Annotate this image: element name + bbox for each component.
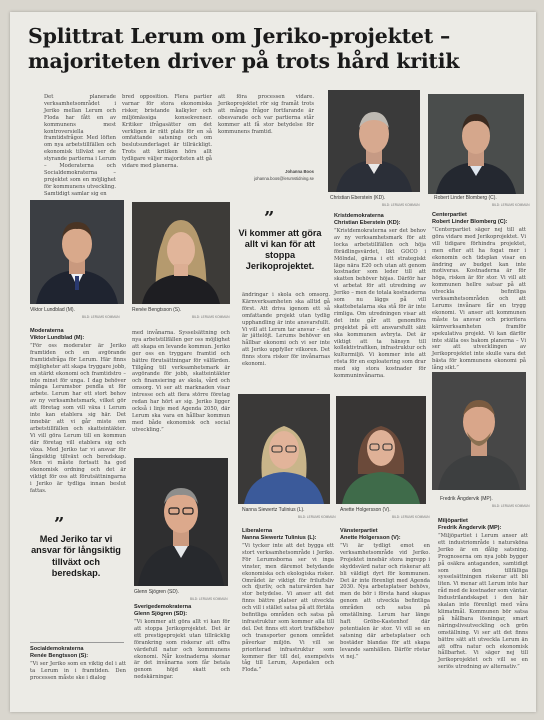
quote-mark-left: ” xyxy=(54,514,65,535)
credit-bengtsson: BILD: LERUMS KOMMUN xyxy=(192,315,230,319)
portrait-image xyxy=(432,372,526,490)
divider-s xyxy=(30,642,124,643)
credit-tulinius: BILD: LERUMS KOMMUN xyxy=(298,515,336,519)
credit-angdervik: BILD: LERUMS KOMMUN xyxy=(492,504,530,508)
statement-m: ”För oss moderater är Jeriko framtiden och en avgörande framtidsfråga för Lerum. Här finns möjligheter att skapa tryggare jobb, en stärkt ekonomi och framtidstro – inte minst för unga. I dag behöver många Lerumsbor pendla ut för arbete. Lerum har ett stort behov av ny verksamhetsmark, vilket gör att företag som vill växa i Lerum inte kan etablera sig här. Det innebär att vi går miste om arbetstillfällen och skatteintäkter. Vi vill göra Lerum till en kommun där företag vill etablera sig och växa. Med Jeriko tar vi ansvar för långsiktig tillväxt och beredskap. Men vi måste fortsatt ha god ekonomisk ordning och det är viktigt för oss att förutsättningarna i Jeriko är tydliga innan beslut fattas. xyxy=(30,343,126,495)
photo-nanna-siewertz-tulinius xyxy=(238,394,330,504)
party-label-kd: Kristdemokraterna xyxy=(334,213,384,219)
name-label-v: Anette Holgersson (V): xyxy=(340,535,401,541)
party-label-c: Centerpartiet xyxy=(432,212,467,218)
credit-eberstein: BILD: LERUMS KOMMUN xyxy=(382,203,420,207)
statement-c: ”Centerpartiet säger nej till att göra vidare med Jerikoprojektet. Vi vill tidigare förhindra projektet, men efter att ha fogat mer i ekonomin och tidsplan visar en ändring av budget kan inte motiveras. Kostnaderna är för höga, risken är för stor. Vi vill att kommunen hellre satsar på att utveckla befintliga verksamhetsområden och att Lerums invånare får en trygg ekonomi. Vi anser att kommunen måste ta ansvar och prioritera kärnverksamheten framför spekulativa projekt. Vi kan därför inte ställa oss bakom planerna – Vi ser att utvecklingen av Jerikoprojektet inte skulle vara det bästa för kommunens ekonomi på lång sikt.” xyxy=(432,227,526,372)
pull-quote-center: Vi kommer att göra allt vi kan för att stoppa Jerikoprojektet. xyxy=(238,228,322,271)
name-label-s: Renée Bengtsson (S): xyxy=(30,653,89,659)
photo-fredrik-angdervik xyxy=(432,372,526,490)
statement-m-continued: med invånarna. Sysselsättning och nya arbetstillfällen ger oss möjlighet att skapa en levande kommun. Jeriko ger oss en tryggare framtid och bättre förutsättningar för välfärden. Tillgång till verksamhetsmark är avgörande för jobb, skatteintäkter och finansiering av skola, vård och omsorg. Vi ser att marknaden visar intresse och att flera större företag redan har hört av sig. Jeriko ligger också i linje med Agenda 2050, där Lerum ska vara en hållbar kommun med både ekonomisk och social utveckling.” xyxy=(132,330,230,433)
caption-holgersson: Anette Holgersson (V). xyxy=(340,507,391,513)
name-label-c: Robert Linder Blomberg (C): xyxy=(432,219,508,225)
photo-robert-linder-blomberg xyxy=(428,94,524,194)
name-label-mp: Fredrik Ängdervik (MP): xyxy=(438,525,502,531)
party-label-l: Liberalerna xyxy=(242,528,273,534)
caption-bengtsson: Renée Bengtsson (S). xyxy=(132,307,182,313)
credit-blomberg: BILD: LERUMS KOMMUN xyxy=(492,203,530,207)
statement-l: ”Vi tycker inte att det bygga ett stort verksamhetsområde i Jeriko. För Lerumsborna ser vi inga vinster, men däremot betydande ekonomiska och ekologiska risker. Området är viktigt för friluftsliv och djurliv, och naturvärden har stor betydelse. Vi anser att det finns bättre platser att utveckla och vill i stället satsa på att förtäta befintliga områden och satsa på infrastruktur som kommer alla till del. Det finns ett stort trafikbehov och transporter genom området påverkar miljön. Vi vill se prioriterad infrastruktur som kommer fler till del, exempelvis tåg till Lerum, Aspedalen och Floda.” xyxy=(242,543,334,674)
party-label-s: Socialdemokraterna xyxy=(30,646,84,652)
caption-sjogren: Glenn Sjögren (SD). xyxy=(134,589,180,595)
quote-mark-center: ” xyxy=(264,208,275,229)
portrait-image xyxy=(132,202,230,304)
party-label-mp: Miljöpartiet xyxy=(438,518,468,524)
intro-column-1: Det planerade verksamhetsområdet i Jeriko mellan Lerum och Floda har fått en av kommunens mest kontroversiella framtidsfrågor. Med löften om nya arbetstillfällen och ekonomisk tillväxt ser de styrande partierna i Lerum – Moderaterna och Socialdemokraterna – projektet som en möjlighet för kommunens utveckling. Samtidigt samlar sig en xyxy=(44,94,116,197)
photo-glenn-sjogren xyxy=(134,458,228,586)
intro-column-2: bred opposition. Flera partier varnar för stora ekonomiska risker, bristande kalkyler och miljömässiga konsekvenser. Kritiker ifrågasätter om det verkligen är rätt plats för en så omfattande satsning och om beslutsunderlaget är tillräckligt. Trots att kritiken hörs allt tydligare väljer majoriteten att gå vidare med planerna. xyxy=(122,94,212,170)
statement-s: ”Vi ser Jeriko som en viktig del i att ta Lerum in i framtiden. Den processen måste ske i dialog xyxy=(30,661,126,681)
portrait-image xyxy=(336,396,426,504)
portrait-image xyxy=(134,458,228,586)
statement-mp: ”Miljöpartiet i Lerum anser att ett industriområde i naturskönа Jeriko är en dålig satsning. Prognoserna om nya jobb bygger på osäkra antaganden, samtidigt som den tillfälliga sysselsättningen riskerar att bli liten. Vi menar att Lerum inte har råd med de kostnader som väntar. Industrilandskapet i den här skalan inte förenligt med våra klimatmål. Kommunen bör satsa på hållbara lösningar, smart näringslivsutveckling och grön omställning. Vi ser att det finns bättre sätt att utveckla Lerum än att offra natur och ekonomisk hållbarhet. Vi säger nej till Jerikoprojektet och vill se en seriös utredning av alternativ.” xyxy=(438,533,528,671)
photo-renee-bengtsson xyxy=(132,202,230,304)
name-label-kd: Christian Eberstein (KD): xyxy=(334,220,401,226)
center-column-text: ändringar i skola och omsorg. Kärnverksamheten ska alltid gå först. Att driva igenom ett så omfattande projekt utan tydlig upphandling är inte ansvarsfullt. Vi vill att Lerum tar ansvar – det är jättelöjt. Lerums behöver en hållbar ekonomi och vi ser inte att Jeriko uppfyller vilkoren. Det finns stora risker för invånarnas ekonomi. xyxy=(242,292,330,368)
name-label-sd: Glenn Sjögren (SD): xyxy=(134,611,188,617)
name-label-l: Nanna Siewertz Tulinius (L): xyxy=(242,535,317,541)
portrait-image xyxy=(328,90,420,192)
photo-christian-eberstein xyxy=(328,90,420,192)
portrait-image xyxy=(428,94,524,194)
byline-name: Johanna Boos xyxy=(285,169,314,174)
photo-anette-holgersson xyxy=(336,396,426,504)
headline: Splittrat Lerum om Jeriko-projektet – majoriteten driver på trots hård kritik xyxy=(28,24,460,73)
credit-holgersson: BILD: LERUMS KOMMUN xyxy=(392,515,430,519)
newspaper-page xyxy=(10,12,536,712)
photo-viktor-lundblad xyxy=(30,200,124,304)
byline-email: johanna.boos@lerumstidning.se xyxy=(254,176,314,181)
caption-blomberg: Robert Linder Blomberg (C). xyxy=(434,195,497,201)
party-label-m: Moderaterna xyxy=(30,328,64,334)
portrait-image xyxy=(30,200,124,304)
party-label-v: Vänsterpartiet xyxy=(340,528,378,534)
statement-kd: ”Kristdemokraterna ser det behov av ny verksamhetsmark för att locka arbetstillfällen och höja förädlingsvärdet, likt GOCO i Mölndal, gärna i ett strategiskt läge nära E20 och utan att genom kostnader som leder till att skatten behöver höjas. Därför har vi arbetat för att utredning av Jeriko – men de totala kostnaderna som nu läggs på vill skattebetalarna ska stå för är inte rimliga. Om utredningen visar att det inte går att genomföra projektet på ett ansvarsfullt sätt ska kommunen avbryta. Det är viktigt att ta hänsyn till kollektivtrafiken, infrastruktur och kulturmiljö. Vi kommer inte att rösta för en exploatering som drar med sig stora kostnader för kommuninvånarna. xyxy=(334,228,427,380)
credit-lundblad: BILD: LERUMS KOMMUN xyxy=(82,315,120,319)
caption-angdervik: Fredrik Ängdervik (MP). xyxy=(440,496,493,502)
portrait-image xyxy=(238,394,330,504)
pull-quote-left: Med Jeriko tar vi ansvar för långsiktig tillväxt och beredskap. xyxy=(31,534,121,579)
party-label-sd: Sverigedemokraterna xyxy=(134,604,192,610)
caption-eberstein: Christian Eberstein (KD). xyxy=(330,195,386,201)
statement-v: ”Vi är tydligt emot en verksamhetsområde vid Jeriko. Projektet innebär stora ingrepp i skyddsvärd natur och riskerar att bli väldigt dyrt för kommunen. Det är inte förenligt med Agenda 2030. Nya arbetsplatser behövs, men de bör i första hand skapas genom att utveckla befintliga områden och satsa på omställning. Lerum har länge haft Gröbo-Kastenhof där potentialen är stor. Vi vill se en satsning där arbetsplatser och bostäder blandas för att skapa levande samhällen. Därför röstar vi nej.” xyxy=(340,543,430,660)
statement-sd: ”Vi kommer att göra allt vi kan för att stoppa Jerikoprojektet. Det är ett prestigeprojekt utan tillräcklig förankring som riskerar att offra värdefull natur och kommunens ekonomi. Når kostnaderna skenar är det invånarna som får betala genom höjd skatt och nedskärningar. xyxy=(134,619,230,681)
credit-sjogren: BILD: LERUMS KOMMUN xyxy=(190,597,228,601)
name-label-m: Viktor Lundblad (M): xyxy=(30,335,85,341)
intro-column-3: att föra processen vidare. Jerikoprojektet rör sig framåt trots att många frågor fortfarande är obesvarade och var partierna står kommer att få stor betydelse för kommunens framtid. xyxy=(218,94,314,135)
caption-tulinius: Nanna Siewertz Tulinius (L). xyxy=(242,507,305,513)
caption-lundblad: Viktor Lundblad (M). xyxy=(30,307,75,313)
